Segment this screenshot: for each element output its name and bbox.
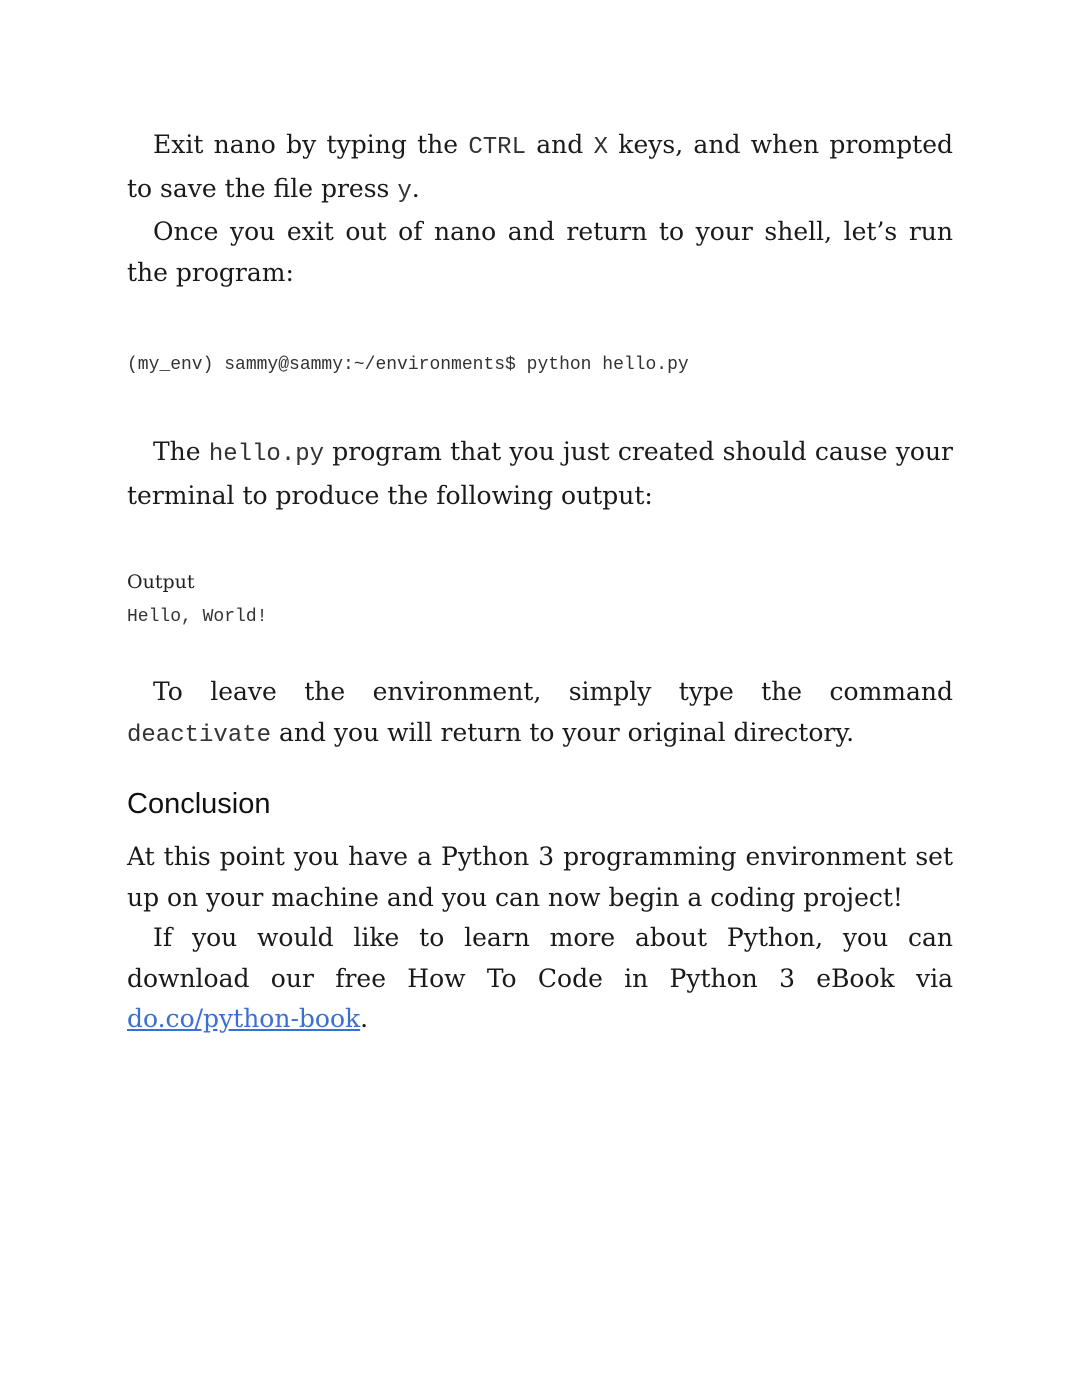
text-span: . xyxy=(411,173,420,203)
python-book-link[interactable]: do.co/python-book xyxy=(127,1004,361,1033)
text-span: and you will return to your original directory. xyxy=(271,717,855,747)
command-code-block: (my_env) sammy@sammy:~/environments$ python hello.py xyxy=(127,355,689,375)
text-span: . xyxy=(360,1004,369,1033)
paragraph-hello-output xyxy=(127,432,953,516)
inline-code-x: X xyxy=(593,134,608,161)
inline-code-y: y xyxy=(397,177,412,205)
inline-code-hello-py: hello.py xyxy=(208,441,325,468)
paragraph-deactivate xyxy=(127,672,953,756)
paragraph-exit-nano xyxy=(127,125,953,212)
conclusion-heading: Conclusion xyxy=(127,788,271,820)
text-span: If you would like to learn more about Python, you can download our free How To Code in Python 3 eBook via xyxy=(127,923,953,993)
paragraph-conclusion: At this point you have a Python 3 programming environment set up on your machine and you can now begin a coding project! xyxy=(127,842,953,912)
paragraph-run-program: Once you exit out of nano and return to your shell, let’s run the program: xyxy=(127,217,953,287)
text-span: Exit nano by typing the xyxy=(153,130,469,159)
text-span: To leave the environment, simply type the command xyxy=(153,677,953,706)
paragraph-learn-more xyxy=(127,918,953,1040)
text-span: keys, and when prompted to save the file press xyxy=(127,130,953,203)
output-code-block: Hello, World! xyxy=(127,607,268,627)
output-label: Output xyxy=(127,571,195,593)
inline-code-ctrl: CTRL xyxy=(468,134,526,161)
document-page xyxy=(127,125,953,1040)
text-span: and xyxy=(525,130,594,159)
inline-code-deactivate: deactivate xyxy=(127,721,272,749)
text-span: The xyxy=(153,437,209,466)
text-span: program that you just created should cause your terminal to produce the following output: xyxy=(127,437,953,510)
